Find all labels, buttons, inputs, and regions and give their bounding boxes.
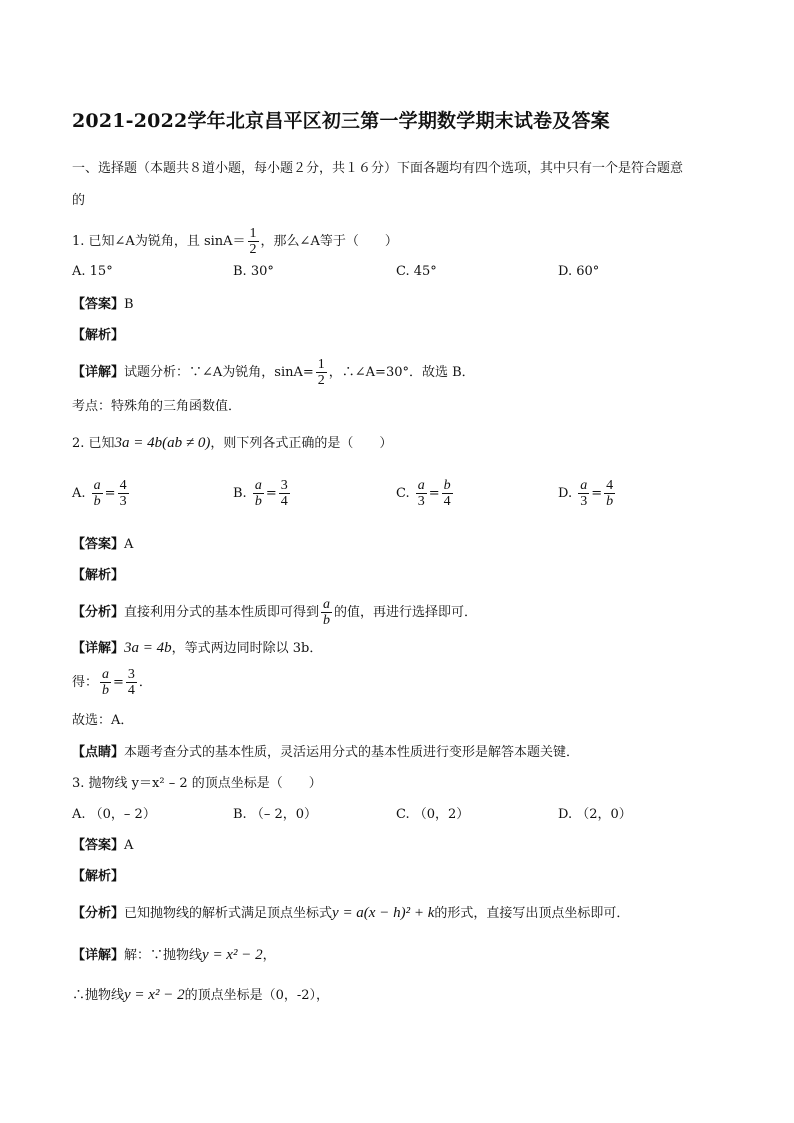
q3-answer-label: 【答案】 bbox=[72, 838, 125, 853]
q2-fenxi-label: 【分析】 bbox=[72, 605, 125, 620]
q3-conclusion-math: y = x² − 2 bbox=[124, 987, 185, 1003]
q3-conclusion-text-b: 的顶点坐标是（0，-2）， bbox=[184, 988, 330, 1003]
q2-option-c-frac2 bbox=[442, 478, 453, 509]
q2-option-c-label: C. bbox=[396, 486, 410, 501]
q2-b-num1: a bbox=[254, 478, 262, 493]
q3-fenxi bbox=[72, 904, 629, 923]
q2-option-a: A. $\frac{a}{b}$ = $\frac{4}{3}$ bbox=[72, 478, 127, 509]
q1-detail-fraction bbox=[316, 357, 327, 388]
q1-option-d: D. 60° bbox=[558, 264, 600, 279]
q1-frac-den: 2 bbox=[249, 242, 257, 257]
q2-fenxi-num: a bbox=[323, 597, 331, 612]
q2-d-den1: 3 bbox=[580, 494, 588, 509]
q2-d-den2: b bbox=[606, 494, 614, 509]
q2-detail-math: 3a = 4b bbox=[124, 640, 172, 656]
q2-answer-label: 【答案】 bbox=[72, 537, 125, 552]
q2-a-den1: b bbox=[93, 494, 101, 509]
q3-conclusion-text-a: ∴抛物线 bbox=[72, 988, 125, 1003]
q2-fenxi-text-a: 直接利用分式的基本性质即可得到 bbox=[124, 605, 320, 620]
q2-option-c: C. $\frac{a}{3}$ = $\frac{b}{4}$ bbox=[396, 478, 451, 509]
q2-option-b-frac2 bbox=[279, 478, 290, 509]
q2-dianjing bbox=[72, 744, 579, 762]
q3-option-c: C. （0，2） bbox=[396, 807, 470, 822]
q2-option-b-label: B. bbox=[233, 486, 247, 501]
q1-option-c: C. 45° bbox=[396, 264, 437, 279]
q1-detail-frac-num: 1 bbox=[317, 357, 325, 372]
q3-answer bbox=[72, 837, 133, 855]
q2-fenxi-text-b: 的值，再进行选择即可． bbox=[334, 605, 478, 620]
q3-conclusion bbox=[72, 986, 329, 1005]
q2-detail bbox=[72, 639, 322, 658]
q2-stem-text-a: 2. 已知 bbox=[72, 436, 115, 451]
q3-detail-math: y = x² − 2 bbox=[202, 947, 263, 963]
q2-d-num2: 4 bbox=[606, 478, 614, 493]
q2-de-den2: 4 bbox=[127, 683, 135, 698]
q2-answer bbox=[72, 536, 133, 554]
q1-fraction bbox=[248, 226, 259, 257]
q1-stem bbox=[72, 226, 398, 258]
q1-option-b: B. 30° bbox=[233, 264, 274, 279]
q3-answer-value: A bbox=[124, 838, 134, 853]
q2-dianjing-text: 本题考查分式的基本性质，灵活运用分式的基本性质进行变形是解答本题关键． bbox=[124, 745, 580, 760]
q3-analysis-label: 【解析】 bbox=[72, 869, 125, 884]
q2-c-den1: 3 bbox=[417, 494, 425, 509]
q2-option-a-label: A. bbox=[72, 486, 86, 501]
q3-option-a: A. （0，– 2） bbox=[72, 807, 156, 822]
q2-b-num2: 3 bbox=[280, 478, 288, 493]
q2-de-num2: 3 bbox=[127, 667, 135, 682]
q2-derived-text-a: 得： bbox=[72, 675, 99, 690]
q1-stem-text-a: 1. 已知∠A为锐角，且 sinA＝ bbox=[72, 234, 246, 249]
q2-answer-value: A bbox=[124, 537, 134, 552]
q2-fenxi bbox=[72, 596, 477, 630]
q1-option-a: A. 15° bbox=[72, 264, 113, 279]
q2-option-d: D. $\frac{a}{3}$ = $\frac{4}{b}$ bbox=[558, 478, 614, 509]
q2-stem bbox=[72, 434, 392, 453]
q2-analysis-label: 【解析】 bbox=[72, 568, 125, 583]
q2-stem-text-b: ，则下列各式正确的是（ ） bbox=[210, 436, 393, 451]
q2-option-a-frac1 bbox=[92, 478, 103, 509]
q2-a-den2: 3 bbox=[119, 494, 127, 509]
q2-b-den2: 4 bbox=[280, 494, 288, 509]
q1-detail-text-a: 试题分析：∵∠A为锐角，sinA= bbox=[124, 365, 314, 380]
q3-detail-text-a: 解：∵抛物线 bbox=[124, 948, 203, 963]
q2-choice: 故选：A． bbox=[72, 713, 134, 728]
q2-derived-frac1 bbox=[100, 667, 111, 698]
q1-answer-label: 【答案】 bbox=[72, 297, 125, 312]
q1-stem-text-b: ，那么∠A等于（ ） bbox=[260, 234, 398, 249]
q2-option-d-frac2 bbox=[604, 478, 615, 509]
q2-dianjing-label: 【点睛】 bbox=[72, 745, 125, 760]
q1-detail-text-b: ，∴∠A=30°．故选 B． bbox=[328, 365, 475, 380]
q3-detail-text-b: ， bbox=[262, 948, 276, 963]
q2-a-num2: 4 bbox=[119, 478, 127, 493]
q3-fenxi-label: 【分析】 bbox=[72, 906, 125, 921]
q2-de-num1: a bbox=[102, 667, 110, 682]
q1-answer-value: B bbox=[124, 297, 134, 312]
q2-derived-frac2 bbox=[126, 667, 137, 698]
q2-c-den2: 4 bbox=[443, 494, 451, 509]
q1-note: 考点：特殊角的三角函数值． bbox=[72, 399, 242, 414]
q2-option-b: B. $\frac{a}{b}$ = $\frac{3}{4}$ bbox=[233, 478, 288, 509]
q2-c-num1: a bbox=[417, 478, 425, 493]
section-heading-line2: 的 bbox=[72, 193, 86, 208]
q1-analysis-label: 【解析】 bbox=[72, 328, 125, 343]
q2-option-d-frac1 bbox=[578, 478, 589, 509]
q2-c-num2: b bbox=[443, 478, 451, 493]
q3-fenxi-text-b: 的形式，直接写出顶点坐标即可． bbox=[434, 906, 630, 921]
q2-stem-math: 3a = 4b(ab ≠ 0) bbox=[114, 435, 211, 451]
q2-option-d-label: D. bbox=[558, 486, 573, 501]
q2-detail-label: 【详解】 bbox=[72, 641, 125, 656]
q3-detail bbox=[72, 946, 276, 965]
q2-fenxi-fraction bbox=[321, 597, 332, 628]
q2-fenxi-den: b bbox=[323, 613, 331, 628]
q2-option-a-frac2 bbox=[118, 478, 129, 509]
q2-option-b-frac1 bbox=[253, 478, 264, 509]
q3-option-b: B. （– 2，0） bbox=[233, 807, 317, 822]
q2-de-den1: b bbox=[102, 683, 110, 698]
q2-detail-text-b: ，等式两边同时除以 3b． bbox=[171, 641, 323, 656]
q2-a-num1: a bbox=[93, 478, 101, 493]
q2-option-c-frac1 bbox=[416, 478, 427, 509]
q2-derived: 得： $\frac{a}{b}$ = $\frac{3}{4}$ ． bbox=[72, 667, 152, 698]
q3-fenxi-math: y = a(x − h)² + k bbox=[332, 905, 435, 921]
q1-answer bbox=[72, 296, 134, 314]
q1-frac-num: 1 bbox=[249, 226, 257, 241]
q3-option-d: D. （2，0） bbox=[558, 807, 632, 822]
q2-derived-text-b: ． bbox=[138, 675, 152, 690]
q3-stem: 3. 抛物线 y＝x² – 2 的顶点坐标是（ ） bbox=[72, 776, 322, 791]
q1-detail bbox=[72, 356, 475, 390]
q3-detail-label: 【详解】 bbox=[72, 948, 125, 963]
q1-detail-frac-den: 2 bbox=[317, 373, 325, 388]
q3-fenxi-text-a: 已知抛物线的解析式满足顶点坐标式 bbox=[124, 906, 333, 921]
q2-b-den1: b bbox=[254, 494, 262, 509]
q2-d-num1: a bbox=[580, 478, 588, 493]
document-title: 2021-2022学年北京昌平区初三第一学期数学期末试卷及答案 bbox=[72, 110, 610, 132]
q1-detail-label: 【详解】 bbox=[72, 365, 125, 380]
section-heading-line1: 一、选择题（本题共８道小题，每小题２分，共１６分）下面各题均有四个选项，其中只有一个是符合题意 bbox=[72, 161, 684, 176]
